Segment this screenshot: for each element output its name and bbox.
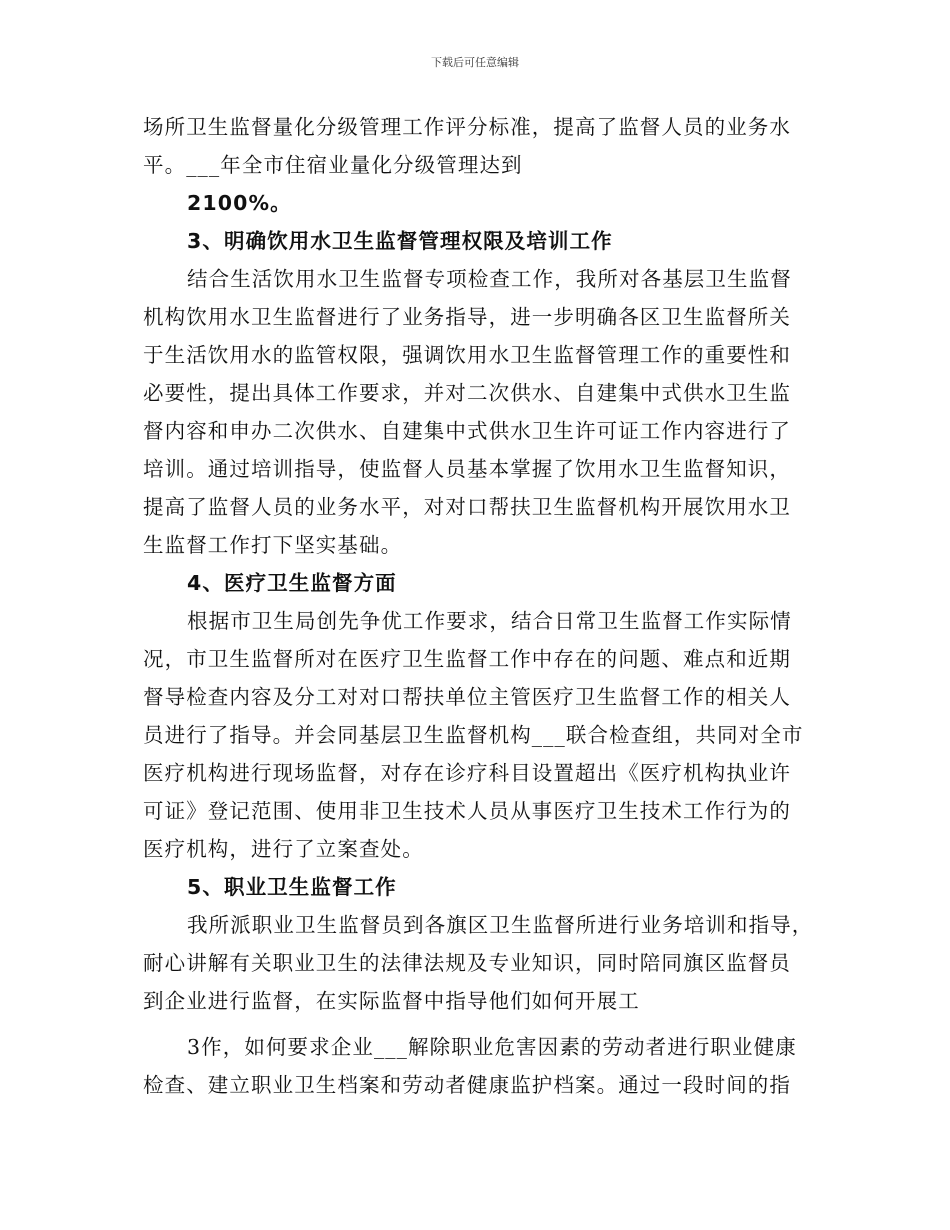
paragraph-first-line: 3作，如何要求企业___解除职业危害因素的劳动者进行职业健康	[187, 1035, 797, 1059]
body-line: 医疗机构，进行了立案查处。	[143, 837, 424, 861]
body-line: 2100%。	[187, 191, 292, 215]
body-line: 可证》登记范围、使用非卫生技术人员从事医疗卫生技术工作行为的	[143, 799, 791, 823]
body-line: 医疗机构进行现场监督，对存在诊疗科目设置超出《医疗机构执业许	[143, 761, 791, 785]
body-line: 培训。通过培训指导，使监督人员基本掌握了饮用水卫生监督知识，	[143, 457, 791, 481]
document-body	[143, 108, 823, 1104]
body-line: 督导检查内容及分工对对口帮扶单位主管医疗卫生监督工作的相关人	[143, 685, 791, 709]
paragraph-first-line: 结合生活饮用水卫生监督专项检查工作，我所对各基层卫生监督	[187, 267, 792, 291]
body-line: 于生活饮用水的监管权限，强调饮用水卫生监督管理工作的重要性和	[143, 343, 791, 367]
body-line: 提高了监督人员的业务水平，对对口帮扶卫生监督机构开展饮用水卫	[143, 495, 791, 519]
body-line: 况，市卫生监督所对在医疗卫生监督工作中存在的问题、难点和近期	[143, 647, 791, 671]
body-line: 检查、建立职业卫生档案和劳动者健康监护档案。通过一段时间的指	[143, 1073, 791, 1097]
paragraph-first-line: 我所派职业卫生监督员到各旗区卫生监督所进行业务培训和指导，	[187, 913, 814, 937]
section-heading-3: 3、明确饮用水卫生监督管理权限及培训工作	[187, 229, 613, 253]
body-line: 督内容和申办二次供水、自建集中式供水卫生许可证工作内容进行了	[143, 419, 791, 443]
paragraph-first-line: 根据市卫生局创先争优工作要求，结合日常卫生监督工作实际情	[187, 609, 792, 633]
body-line: 生监督工作打下坚实基础。	[143, 533, 403, 557]
body-line: 机构饮用水卫生监督进行了业务指导，进一步明确各区卫生监督所关	[143, 305, 791, 329]
body-line: 场所卫生监督量化分级管理工作评分标准，提高了监督人员的业务水	[143, 115, 791, 139]
section-heading-4: 4、医疗卫生监督方面	[187, 571, 397, 595]
page-header-note: 下载后可任意编辑	[431, 56, 519, 69]
body-line: 到企业进行监督，在实际监督中指导他们如何开展工	[143, 989, 640, 1013]
body-line: 平。___年全市住宿业量化分级管理达到	[143, 153, 523, 177]
section-heading-5: 5、职业卫生监督工作	[187, 875, 397, 899]
body-line: 耐心讲解有关职业卫生的法律法规及专业知识，同时陪同旗区监督员	[143, 951, 791, 975]
body-line: 必要性，提出具体工作要求，并对二次供水、自建集中式供水卫生监	[143, 381, 791, 405]
body-line: 员进行了指导。并会同基层卫生监督机构___联合检查组，共同对全市	[143, 723, 804, 747]
